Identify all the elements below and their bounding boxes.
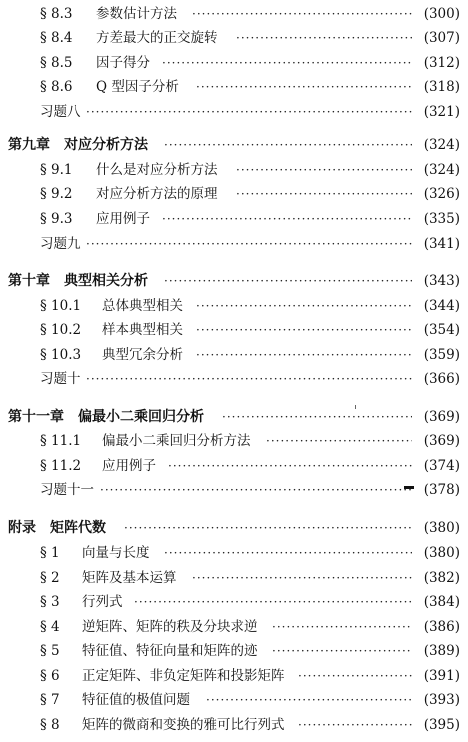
entry-title: 习题十一 <box>40 482 94 498</box>
page-number: (343) <box>423 273 460 289</box>
page-number: (318) <box>423 79 460 95</box>
entry-title: 典型冗余分析 <box>102 347 183 363</box>
leader-dots <box>164 541 412 565</box>
toc-entry-11-1[interactable] <box>0 429 468 453</box>
section-number: § 6 <box>40 668 60 684</box>
section-number: § 11.2 <box>40 458 82 474</box>
section-number: § 8.4 <box>40 30 73 46</box>
toc-entry-8-5[interactable] <box>0 51 468 75</box>
section-number: § 4 <box>40 619 60 635</box>
page-number: (321) <box>423 104 460 120</box>
leader-dots <box>266 429 412 453</box>
toc-entry-appendix-8[interactable] <box>0 713 468 737</box>
section-number: § 8.3 <box>40 6 73 22</box>
entry-title: 习题八 <box>40 104 81 120</box>
page-number: (300) <box>423 6 460 22</box>
page-number: (374) <box>423 458 460 474</box>
section-number: § 8.6 <box>40 79 73 95</box>
toc-entry-10-2[interactable] <box>0 318 468 342</box>
page-number: (359) <box>423 347 460 363</box>
page-number: (380) <box>423 545 460 561</box>
entry-title: 方差最大的正交旋转 <box>96 30 218 46</box>
leader-dots <box>164 269 412 293</box>
section-number: § 10.2 <box>40 322 82 338</box>
leader-dots <box>196 318 412 342</box>
leader-dots <box>86 100 412 124</box>
toc-chapter-11[interactable] <box>0 405 468 429</box>
leader-dots <box>196 343 412 367</box>
chapter-title: 第十章 典型相关分析 <box>8 273 148 289</box>
toc-entry-appendix-1[interactable] <box>0 541 468 565</box>
entry-title: 什么是对应分析方法 <box>96 162 218 178</box>
chapter-title: 第九章 对应分析方法 <box>8 137 148 153</box>
entry-title: 特征值的极值问题 <box>82 692 190 708</box>
entry-title: 特征值、特征向量和矩阵的迹 <box>82 643 258 659</box>
page-number: (382) <box>423 570 460 586</box>
page-number: (312) <box>423 55 460 71</box>
leader-dots <box>236 182 412 206</box>
page-number: (378) <box>423 482 460 498</box>
entry-title: 偏最小二乘回归分析方法 <box>102 433 251 449</box>
page-number: (335) <box>423 211 460 227</box>
entry-title: 逆矩阵、矩阵的秩及分块求逆 <box>82 619 258 635</box>
leader-dots <box>162 207 412 231</box>
toc-entry-exercises-10[interactable] <box>0 367 468 391</box>
entry-title: 应用例子 <box>102 458 156 474</box>
section-number: § 8 <box>40 717 60 733</box>
page-number: (389) <box>423 643 460 659</box>
leader-dots <box>196 294 412 318</box>
section-number: § 9.2 <box>40 186 73 202</box>
entry-title: 习题十 <box>40 371 81 387</box>
page-number: (380) <box>423 520 460 536</box>
toc-entry-11-2[interactable] <box>0 454 468 478</box>
page-number: (344) <box>423 298 460 314</box>
print-smudge <box>404 486 414 489</box>
leader-dots <box>164 133 412 157</box>
section-number: § 5 <box>40 643 60 659</box>
page-number: (341) <box>423 236 460 252</box>
toc-appendix[interactable] <box>0 516 468 540</box>
toc-entry-8-3[interactable] <box>0 2 468 26</box>
entry-title: 向量与长度 <box>82 545 150 561</box>
toc-entry-appendix-4[interactable] <box>0 615 468 639</box>
toc-entry-appendix-5[interactable] <box>0 639 468 663</box>
print-speck <box>355 405 356 409</box>
toc-entry-9-1[interactable] <box>0 158 468 182</box>
page-number: (386) <box>423 619 460 635</box>
page-number: (324) <box>423 137 460 153</box>
entry-title: 总体典型相关 <box>102 298 183 314</box>
entry-title: 因子得分 <box>96 55 150 71</box>
page-number: (326) <box>423 186 460 202</box>
page-number: (324) <box>423 162 460 178</box>
leader-dots <box>86 367 412 391</box>
page-number: (395) <box>423 717 460 733</box>
entry-title: 正定矩阵、非负定矩阵和投影矩阵 <box>82 668 285 684</box>
section-number: § 11.1 <box>40 433 82 449</box>
toc-entry-exercises-8[interactable] <box>0 100 468 124</box>
leader-dots <box>134 590 412 614</box>
leader-dots <box>272 615 412 639</box>
toc-entry-9-3[interactable] <box>0 207 468 231</box>
toc-entry-9-2[interactable] <box>0 182 468 206</box>
leader-dots <box>192 566 412 590</box>
toc-chapter-10[interactable] <box>0 269 468 293</box>
leader-dots <box>236 26 412 50</box>
leader-dots <box>86 232 412 256</box>
page-number: (307) <box>423 30 460 46</box>
chapter-title: 第十一章 偏最小二乘回归分析 <box>8 409 204 425</box>
leader-dots <box>298 713 412 737</box>
toc-entry-exercises-11[interactable] <box>0 478 468 502</box>
entry-title: 应用例子 <box>96 211 150 227</box>
leader-dots <box>206 688 412 712</box>
toc-entry-appendix-6[interactable] <box>0 664 468 688</box>
page-number: (384) <box>423 594 460 610</box>
entry-title: 矩阵的微商和变换的雅可比行列式 <box>82 717 285 733</box>
toc-entry-10-3[interactable] <box>0 343 468 367</box>
toc-entry-exercises-9[interactable] <box>0 232 468 256</box>
page-number: (391) <box>423 668 460 684</box>
page-number: (366) <box>423 371 460 387</box>
page-number: (369) <box>423 433 460 449</box>
entry-title: 矩阵及基本运算 <box>82 570 177 586</box>
toc-entry-10-1[interactable] <box>0 294 468 318</box>
toc-entry-appendix-2[interactable] <box>0 566 468 590</box>
section-number: § 3 <box>40 594 60 610</box>
page-number: (393) <box>423 692 460 708</box>
section-number: § 10.3 <box>40 347 82 363</box>
toc-entry-8-6[interactable] <box>0 75 468 99</box>
leader-dots <box>100 478 412 502</box>
leader-dots <box>196 75 412 99</box>
section-number: § 2 <box>40 570 60 586</box>
leader-dots <box>162 51 412 75</box>
chapter-title: 附录 矩阵代数 <box>8 520 106 536</box>
toc-entry-appendix-7[interactable] <box>0 688 468 712</box>
entry-title: 行列式 <box>82 594 123 610</box>
entry-title: 对应分析方法的原理 <box>96 186 218 202</box>
leader-dots <box>168 454 412 478</box>
entry-title: 参数估计方法 <box>96 6 177 22</box>
toc-entry-8-4[interactable] <box>0 26 468 50</box>
section-number: § 10.1 <box>40 298 82 314</box>
leader-dots <box>222 405 412 429</box>
toc-entry-appendix-3[interactable] <box>0 590 468 614</box>
entry-title: Q 型因子分析 <box>96 79 179 95</box>
leader-dots <box>236 158 412 182</box>
toc-chapter-9[interactable] <box>0 133 468 157</box>
section-number: § 9.3 <box>40 211 73 227</box>
entry-title: 习题九 <box>40 236 81 252</box>
leader-dots <box>192 2 412 26</box>
section-number: § 9.1 <box>40 162 73 178</box>
leader-dots <box>272 639 412 663</box>
leader-dots <box>124 516 412 540</box>
section-number: § 8.5 <box>40 55 73 71</box>
page-number: (369) <box>423 409 460 425</box>
entry-title: 样本典型相关 <box>102 322 183 338</box>
leader-dots <box>298 664 412 688</box>
section-number: § 1 <box>40 545 60 561</box>
section-number: § 7 <box>40 692 60 708</box>
page-number: (354) <box>423 322 460 338</box>
